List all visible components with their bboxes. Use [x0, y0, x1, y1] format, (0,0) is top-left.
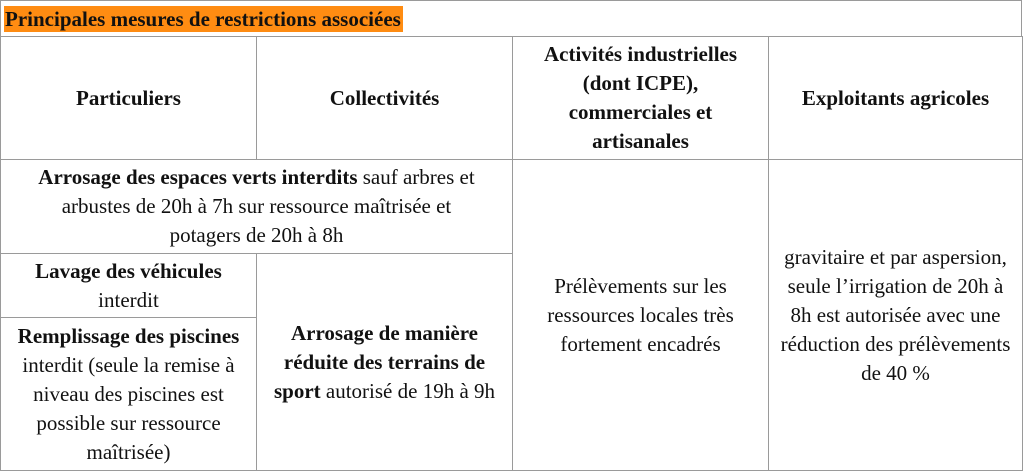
header-activites [513, 37, 769, 160]
cell-terrains-sport [257, 254, 513, 471]
title-row [0, 0, 1022, 36]
header-particuliers-label: Particuliers [76, 85, 181, 110]
prelevements-text: Prélèvements sur les ressources locales très fortement encadrés [547, 273, 734, 356]
header-activites-line1: Activités industrielles [543, 42, 738, 66]
lavage-rest-text: interdit [98, 287, 159, 312]
header-activites-line3: commerciales et [568, 100, 713, 124]
header-exploitants-label: Exploitants agricoles [801, 85, 990, 110]
row-arrosage [1, 160, 1023, 254]
agricoles-text: gravitaire et par aspersion, seule l’irrigation de 20h à 8h est autorisée avec une réduction des prélèvements de 40 % [780, 244, 1011, 385]
cell-arrosage-espaces-verts [1, 160, 513, 254]
cell-lavage-vehicules [1, 254, 257, 318]
cell-remplissage-piscines [1, 318, 257, 471]
header-collectivites-label: Collectivités [329, 85, 440, 110]
table-title: Principales mesures de restrictions associées [5, 7, 401, 31]
cell-agricoles [769, 160, 1023, 471]
header-exploitants [769, 37, 1023, 160]
arrosage-rest-text: sauf arbres et arbustes de 20h à 7h sur ressource maîtrisée et potagers de 20h à 8h [61, 165, 475, 247]
arrosage-bold-text: Arrosage des espaces verts interdits [38, 165, 358, 189]
header-activites-line4: artisanales [592, 129, 689, 153]
lavage-bold-text: Lavage des véhicules [35, 258, 222, 283]
header-collectivites [257, 37, 513, 160]
terrains-rest-text: autorisé de 19h à 9h [320, 378, 496, 403]
piscines-bold-text: Remplissage des piscines [17, 323, 240, 348]
terrains-bold-text: Arrosage de manière réduite des terrains de sport [273, 320, 486, 403]
header-activites-line2: (dont ICPE), [582, 71, 699, 95]
piscines-rest-text: interdit (seule la remise à niveau des piscines est possible sur ressource maîtrisée) [22, 352, 235, 464]
cell-prelevements [513, 160, 769, 471]
header-row [1, 37, 1023, 160]
header-particuliers [1, 37, 257, 160]
restrictions-table [0, 36, 1023, 471]
